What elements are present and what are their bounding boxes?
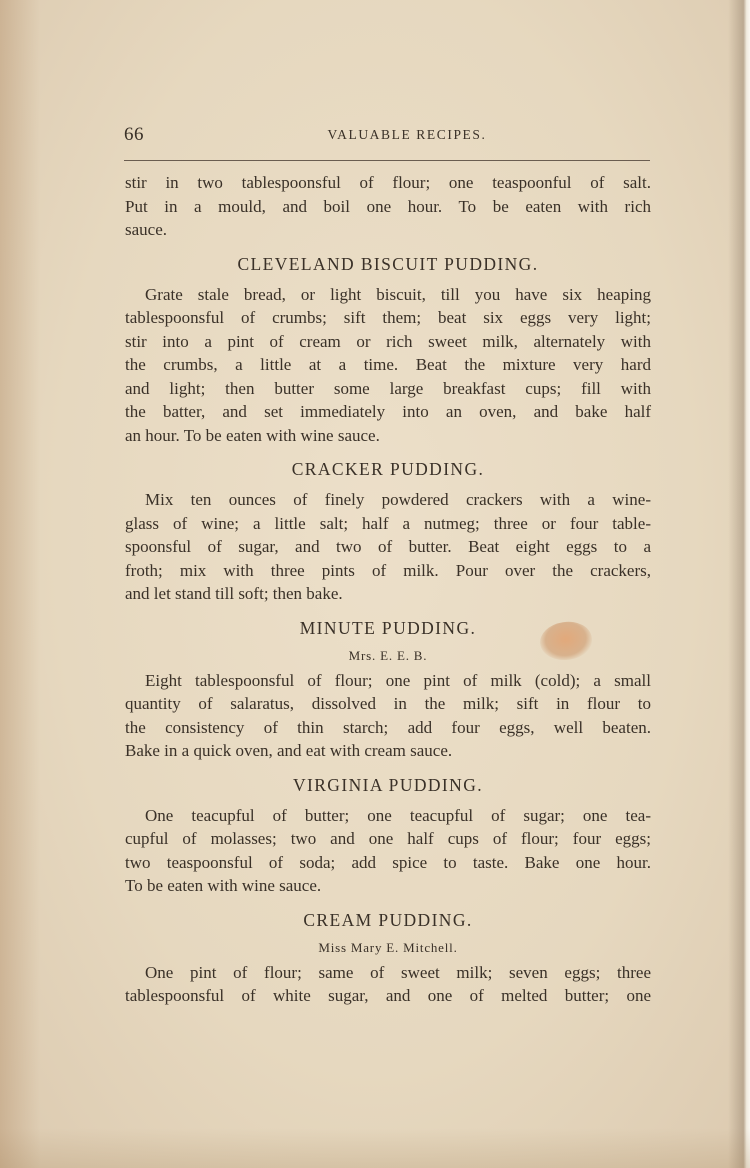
recipe-title: CRACKER PUDDING. bbox=[291, 459, 485, 479]
text-line: quantity of salaratus, dissolved in the milk; sift in flour to bbox=[125, 694, 651, 713]
text-line: the crumbs, a little at a time. Beat the mixture very hard bbox=[125, 355, 651, 374]
text-line: the batter, and set immediately into an oven, and bake half bbox=[125, 402, 651, 421]
text-line: froth; mix with three pints of milk. Pour over the crackers, bbox=[125, 560, 651, 580]
page-number: 66 bbox=[124, 124, 144, 145]
text-line: glass of wine; a little salt; half a nutmeg; three or four table- bbox=[125, 513, 651, 533]
text-line: sauce. bbox=[125, 220, 168, 239]
header-rule bbox=[124, 160, 650, 161]
page-bottom-edge bbox=[0, 1128, 750, 1168]
text-line: an hour. To be eaten with wine sauce. bbox=[125, 425, 380, 445]
text-line: stir in two tablespoonsful of flour; one teaspoonful of salt. bbox=[125, 173, 651, 192]
recipe-title: VIRGINIA PUDDING. bbox=[292, 774, 484, 795]
recipe-title: MINUTE PUDDING. bbox=[299, 617, 477, 638]
text-line: Grate stale bread, or light biscuit, till you have six heaping bbox=[145, 284, 651, 304]
continued-paragraph bbox=[125, 171, 651, 242]
text-line: Mix ten ounces of finely powdered crackers with a wine- bbox=[145, 490, 651, 509]
text-line: and let stand till soft; then bake. bbox=[125, 584, 343, 603]
text-line: Put in a mould, and boil one hour. To be eaten with rich bbox=[125, 196, 651, 216]
running-header bbox=[124, 124, 650, 150]
text-line: One pint of flour; same of sweet milk; seven eggs; three bbox=[145, 962, 651, 982]
recipe-title: CREAM PUDDING. bbox=[303, 909, 473, 930]
text-line: spoonsful of sugar, and two of butter. Beat eight eggs to a bbox=[125, 537, 651, 556]
text-line: tablespoonsful of crumbs; sift them; beat six eggs very light; bbox=[125, 308, 651, 327]
recipe-cracker-pudding bbox=[125, 450, 651, 606]
page-gutter-shadow bbox=[0, 0, 40, 1168]
text-line: stir into a pint of cream or rich sweet milk, alternately with bbox=[125, 331, 651, 351]
text-line: Eight tablespoonsful of flour; one pint of milk (cold); a small bbox=[145, 670, 651, 690]
recipe-cleveland-biscuit-pudding bbox=[125, 245, 651, 448]
text-line: two teaspoonsful of soda; add spice to taste. Bake one hour. bbox=[125, 852, 651, 872]
page-fore-edge bbox=[728, 0, 750, 1168]
recipe-virginia-pudding bbox=[125, 766, 651, 898]
recipe-minute-pudding bbox=[125, 609, 651, 763]
text-line: cupful of molasses; two and one half cups of flour; four eggs; bbox=[125, 829, 651, 848]
text-line: To be eaten with wine sauce. bbox=[125, 876, 322, 895]
recipe-byline: Mrs. E. E. B. bbox=[348, 647, 428, 663]
running-title: VALUABLE RECIPES. bbox=[327, 127, 487, 142]
text-line: Bake in a quick oven, and eat with cream sauce. bbox=[125, 741, 453, 760]
recipe-title: CLEVELAND BISCUIT PUDDING. bbox=[237, 253, 539, 274]
text-line: tablespoonsful of white sugar, and one of melted butter; one bbox=[125, 986, 651, 1005]
text-line: the consistency of thin starch; add four eggs, well beaten. bbox=[125, 717, 651, 737]
text-line: and light; then butter some large breakfast cups; fill with bbox=[125, 378, 651, 398]
page-body bbox=[125, 171, 651, 1008]
recipe-byline: Miss Mary E. Mitchell. bbox=[318, 939, 458, 955]
recipe-cream-pudding bbox=[125, 901, 651, 1008]
text-line: One teacupful of butter; one teacupful of sugar; one tea- bbox=[145, 805, 651, 825]
